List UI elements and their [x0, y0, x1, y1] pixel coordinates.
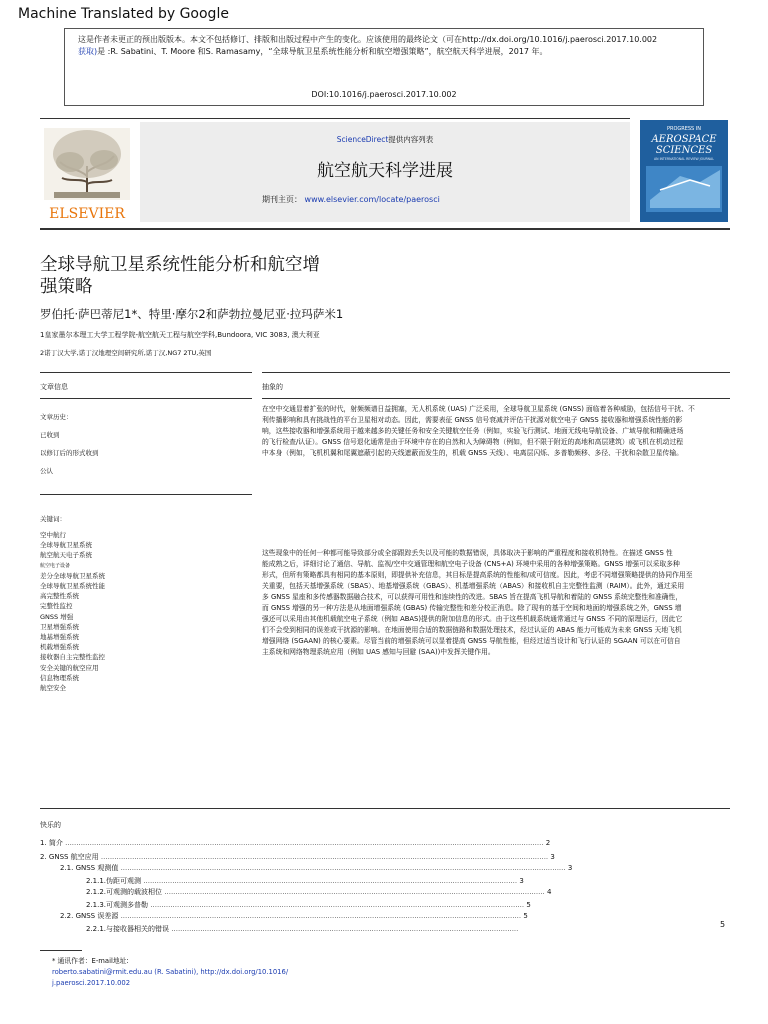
toc-entry[interactable]: 2. GNSS 航空应用 ......................................................................................................................................................................................................... 3 [40, 853, 555, 861]
machine-translated-label: Machine Translated by Google [18, 6, 229, 22]
notice-line-2: 是 :R. Sabatini、T. Moore 和S. Ramasamy，“全球导航卫星系统性能分析和航空增强策略”，航空航天科学进展，2017 年。 [97, 47, 548, 56]
footnote-doi-link[interactable]: j.paerosci.2017.10.002 [52, 979, 131, 987]
keyword: 完整性监控 [40, 602, 73, 611]
abstract-line: 利传播影响和具有挑战性的平台卫星相对动态。因此，需要表征 GNSS 信号衰减并评估干扰源对航空电子 GNSS 接收器和增强系统性能的影 [262, 416, 683, 424]
toc-entry-page: 2 [545, 839, 551, 847]
keyword: 全球导航卫星系统性能 [40, 582, 105, 591]
abstract-line: 这些现象中的任何一种都可能导致部分或全部跟踪丢失以及可能的数据错误，具体取决于影响的严重程度和接收机特性。在描述 GNSS 性 [262, 549, 673, 557]
toc-entry-page: 3 [567, 864, 573, 872]
footnote-rule [40, 950, 82, 951]
abstract-line: 们不会受到相同的误差或干扰源的影响。在地面使用合适的数据链路和数据处理技术，经过认证的 ABAS 能力可能成为未来 GNSS 天地飞机 [262, 626, 682, 634]
keyword: 全球导航卫星系统 [40, 541, 92, 550]
svg-text:PROGRESS IN: PROGRESS IN [666, 126, 702, 132]
preprint-notice-text [78, 34, 698, 58]
svg-text:SCIENCES: SCIENCES [655, 145, 713, 156]
affiliation-2: 2诺丁汉大学,诺丁汉地理空间研究所,诺丁汉,NG7 2TU,英国 [40, 349, 212, 357]
toc-entry[interactable]: 1. 简介 ....................................................................................................................................................................................................................... 2 [40, 839, 551, 847]
toc-entry[interactable]: 2.2. GNSS 误差源 .................................................................................................................................................................................... 5 [60, 912, 528, 920]
notice-line-1: 这是作者未更正的预出版版本。本文不包括修订、排版和出版过程中产生的变化。应该使用的最终论文（可在http://dx.doi.org/10.1016/j.paerosci.2017.10.002 [78, 35, 658, 44]
keywords-list [40, 530, 105, 693]
header-top-rule [40, 118, 630, 119]
abstract-paragraph-2 [262, 548, 730, 658]
abstract-line: 在空中交通显着扩张的时代，射频频谱日益拥塞，无人机系统 (UAS) 广泛采用，全球导航卫星系统 (GNSS) 面临着各种威胁，包括信号干扰、不 [262, 405, 695, 413]
header-bottom-rule [40, 228, 730, 230]
abstract-line: 主系统和网络物理系统应用（例如 UAS 感知与回避 (SAA))中发挥关键作用。 [262, 648, 495, 656]
toc-entry-label: 2.1.2.可观测的载波相位 [86, 888, 163, 896]
abstract-line: 关重要，包括天基增强系统（SBAS）、地基增强系统（GBAS）、机基增强系统（ABAS）和接收机自主完整性监测（RAIM）。此外，通过采用 [262, 582, 685, 590]
keyword: 卫星增强系统 [40, 622, 79, 631]
keyword: 信息物理系统 [40, 673, 79, 682]
keyword: 航空安全 [40, 684, 66, 693]
abstract-rule-2 [262, 398, 730, 399]
toc-entry-page: 3 [550, 853, 555, 861]
toc-entry[interactable]: 2.2.1.与接收器相关的错误 ............................................................................................................................................................ [86, 925, 519, 933]
abstract-paragraph-1 [262, 404, 730, 459]
toc-entry[interactable]: 2.1.2.可观测的载波相位 ........................................................................................................................................................................... 4 [86, 888, 552, 896]
toc-entry-label: 2.1. GNSS 观测值 [60, 864, 119, 872]
elsevier-wordmark: ELSEVIER [49, 206, 125, 222]
elsevier-logo [40, 126, 134, 222]
abstract-line: 能成熟之后，详细讨论了通信、导航、监视/空中交通管理和航空电子设备 (CNS+A) 环境中采用的各种增强策略。GNSS 增强可以采取多种 [262, 560, 680, 568]
toc-rule [40, 808, 730, 809]
toc-entry[interactable]: 2.1.3.可观测多普勒 ........................................................................................................................................................................ 5 [86, 901, 531, 909]
keyword: 高完整性系统 [40, 592, 79, 601]
toc-entry-label: 2. GNSS 航空应用 [40, 853, 99, 861]
toc-entry[interactable]: 2.1.1.伪距可观测 ........................................................................................................................................................................ 3 [86, 877, 524, 885]
toc-entry-page: 3 [519, 877, 524, 885]
toc-entry-page: 5 [526, 901, 531, 909]
affiliation-1: 1皇家墨尔本理工大学工程学院-航空航天工程与航空学科,Bundoora, VIC 3083, 澳大利亚 [40, 331, 320, 339]
toc-entry[interactable]: 2.1. GNSS 观测值 ........................................................................................................................................................................................................ 3 [60, 864, 573, 872]
abstract-line: 强还可以采用由其他机载航空电子系统（例如 ABAS)提供的附加信息的形式。由于这些机载系统通常通过与 GNSS 不同的原理运行，因此它 [262, 615, 683, 623]
article-info-rule [40, 372, 252, 373]
title-line-2: 强策略 [40, 277, 93, 297]
keywords-heading: 关键词： [40, 515, 66, 523]
abstract-rule [262, 372, 730, 373]
keyword: 空中航行 [40, 531, 66, 539]
abstract-line: 而 GNSS 增强的另一种方法是从地面增强系统 (GBAS) 传输完整性和差分校正消息。除了现有的基于空间和地面的增强系统之外，GNSS 增 [262, 604, 682, 612]
keyword: 机载增强系统 [40, 643, 79, 652]
keyword: GNSS 增强 [40, 612, 74, 621]
toc-title: 快乐的 [40, 821, 61, 829]
abstract-line: 响，这些接收器和增强系统用于越来越多的关键任务和安全关键航空任务（例如，实验飞行测试、地面无线电导航设备、广域导航和精确进场 [262, 427, 684, 435]
sciencedirect-link[interactable]: ScienceDirect [336, 135, 389, 144]
toc-entry-page: 4 [547, 888, 552, 896]
accepted-label: 公认 [40, 467, 53, 475]
authors: 罗伯托·萨巴蒂尼1*、特里·摩尔2和萨勃拉曼尼亚·拉玛萨米1 [40, 307, 344, 321]
toc-entry-page: 5 [523, 912, 528, 920]
toc-entry-label: 2.1.1.伪距可观测 [86, 877, 142, 885]
keyword: 安全关键的航空应用 [40, 663, 99, 672]
keyword: 航空航天电子系统 [40, 551, 92, 560]
toc-entry-label: 2.1.3.可观测多普勒 [86, 901, 149, 909]
revised-label: 以修订后的形式收到 [40, 449, 99, 457]
notice-doi-link[interactable]: 获取) [78, 47, 98, 56]
keyword: 航空电子设备 [40, 562, 71, 569]
keyword: 差分全球导航卫星系统 [40, 571, 105, 580]
journal-name: 航空航天科学进展 [317, 161, 453, 181]
abstract-line: 形式，但所有策略都具有相同的基本原则，即提供补充信息，其目标是提高系统的性能和/或可信度。因此，考虑不同增强策略提供的协同作用至 [262, 571, 693, 579]
article-info-rule-2 [40, 398, 252, 399]
abstract-heading: 抽象的 [262, 383, 283, 391]
toc-entry-label: 2.2.1.与接收器相关的错误 [86, 925, 170, 933]
abstract-line: 增强网络 (SGAAN) 的核心要素。尽管当前的增强系统可以显着提高 GNSS 导航性能，但经过适当设计和飞行认证的 SGAAN 可以在可信自 [262, 637, 681, 645]
page-number: 5 [720, 920, 726, 929]
footnote [52, 956, 288, 989]
keywords-rule [40, 494, 252, 495]
journal-cover [640, 120, 728, 222]
keyword: 地基增强系统 [40, 633, 79, 642]
corresponding-email-link[interactable]: roberto.sabatini@rmit.edu.au (R. Sabatini), http://dx.doi.org/10.1016/ [52, 968, 289, 976]
article-history-label: 文章历史： [40, 413, 73, 421]
homepage-link[interactable]: www.elsevier.com/locate/paerosci [304, 195, 440, 204]
title-line-1: 全球导航卫星系统性能分析和航空增 [40, 255, 320, 275]
notice-doi: DOI:10.1016/j.paerosci.2017.10.002 [311, 90, 457, 99]
contents-lists-text: 提供内容列表 [388, 135, 434, 144]
svg-text:AEROSPACE: AEROSPACE [651, 134, 717, 145]
svg-text:AN INTERNATIONAL REVIEW JOURNA: AN INTERNATIONAL REVIEW JOURNAL [653, 157, 715, 161]
abstract-line: 中本身（例如，飞机机翼和尾翼遮蔽引起的天线遮蔽而发生的，机载 GNSS 天线）、电离层闪烁、多普勒频移、多径、干扰和杂散卫星传输。 [262, 449, 683, 457]
abstract-line: 的飞行检查/认证）。GNSS 信号退化通常是由于环境中存在的自然和人为障碍物（例如，但不限于附近的高地和高层建筑）或飞机在机动过程 [262, 438, 684, 446]
keyword: 接收器自主完整性监控 [40, 653, 105, 662]
homepage-label: 期刊主页： [262, 195, 302, 204]
toc-entry-label: 1. 简介 [40, 839, 63, 847]
toc-entry-label: 2.2. GNSS 误差源 [60, 912, 119, 920]
abstract-line: 多 GNSS 星座和多传感器数据融合技术，可以获得可用性和连续性的改进。SBAS 旨在提高飞机导航和着陆的 GNSS 系统完整性和准确性， [262, 593, 683, 601]
footnote-line: * 通讯作者：E-mail地址: [52, 957, 129, 965]
journal-homepage [262, 194, 440, 205]
article-info-heading: 文章信息 [40, 383, 68, 391]
sciencedirect-line [140, 134, 630, 145]
article-title [40, 254, 380, 298]
received-label: 已收到 [40, 431, 60, 439]
